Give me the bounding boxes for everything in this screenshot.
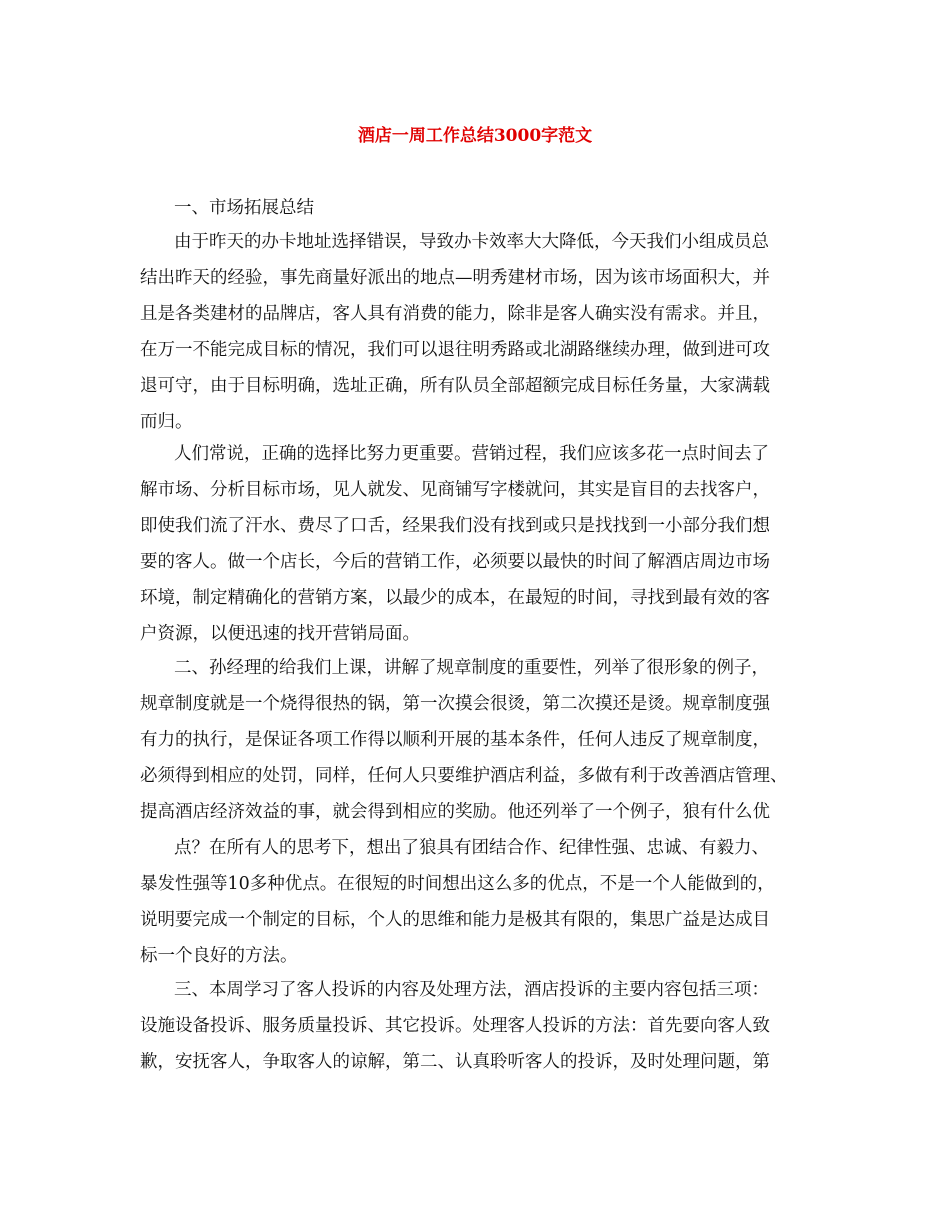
paragraph-line: 由于昨天的办卡地址选择错误，导致办卡效率大大降低，今天我们小组成员总 bbox=[174, 232, 769, 252]
paragraph-line: 户资源，以便迅速的找开营销局面。 bbox=[140, 624, 420, 644]
paragraph-line: 设施设备投诉、服务质量投诉、其它投诉。处理客人投诉的方法：首先要向客人致 bbox=[140, 1016, 770, 1036]
paragraph-line: 规章制度就是一个烧得很热的锅，第一次摸会很烫，第二次摸还是烫。规章制度强 bbox=[140, 694, 770, 714]
paragraph-line: 暴发性强等10多种优点。在很短的时间想出这么多的优点，不是一个人能做到的， bbox=[140, 874, 775, 894]
paragraph-line: 退可守，由于目标明确，选址正确，所有队员全部超额完成目标任务量，大家满载 bbox=[140, 376, 770, 396]
paragraph-line: 而归。 bbox=[140, 412, 193, 432]
paragraph-line: 且是各类建材的品牌店，客人具有消费的能力，除非是客人确实没有需求。并且， bbox=[140, 304, 770, 324]
paragraph-line: 点？在所有人的思考下，想出了狼具有团结合作、纪律性强、忠诚、有毅力、 bbox=[174, 838, 769, 858]
paragraph-line: 人们常说，正确的选择比努力更重要。营销过程，我们应该多花一点时间去了 bbox=[174, 444, 769, 464]
document-title: 酒店一周工作总结3000字范文 bbox=[357, 126, 593, 146]
paragraph-line: 解市场、分析目标市场，见人就发、见商铺写字楼就问，其实是盲目的去找客户， bbox=[140, 480, 770, 500]
paragraph-line: 环境，制定精确化的营销方案，以最少的成本，在最短的时间，寻找到最有效的客 bbox=[140, 588, 770, 608]
paragraph-line: 有力的执行，是保证各项工作得以顺利开展的基本条件，任何人违反了规章制度， bbox=[140, 730, 770, 750]
paragraph-line: 歉，安抚客人，争取客人的谅解，第二、认真聆听客人的投诉，及时处理问题，第 bbox=[140, 1052, 770, 1072]
paragraph-line: 提高酒店经济效益的事，就会得到相应的奖励。他还列举了一个例子，狼有什么优 bbox=[140, 802, 770, 822]
section-heading-2: 二、孙经理的给我们上课，讲解了规章制度的重要性，列举了很形象的例子， bbox=[174, 658, 769, 678]
section-heading-3: 三、本周学习了客人投诉的内容及处理方法，酒店投诉的主要内容包括三项： bbox=[174, 980, 769, 1000]
paragraph-line: 说明要完成一个制定的目标，个人的思维和能力是极其有限的，集思广益是达成目 bbox=[140, 910, 770, 930]
paragraph-line: 在万一不能完成目标的情况，我们可以退往明秀路或北湖路继续办理，做到进可攻 bbox=[140, 340, 770, 360]
paragraph-line: 标一个良好的方法。 bbox=[140, 946, 298, 966]
paragraph-line: 要的客人。做一个店长，今后的营销工作，必须要以最快的时间了解酒店周边市场 bbox=[140, 552, 770, 572]
section-heading-1: 一、市场拓展总结 bbox=[174, 198, 314, 218]
paragraph-line: 结出昨天的经验，事先商量好派出的地点—明秀建材市场，因为该市场面积大，并 bbox=[140, 268, 770, 288]
paragraph-line: 必须得到相应的处罚，同样，任何人只要维护酒店利益，多做有利于改善酒店管理、 bbox=[140, 766, 788, 786]
paragraph-line: 即使我们流了汗水、费尽了口舌，经果我们没有找到或只是找找到一小部分我们想 bbox=[140, 516, 770, 536]
